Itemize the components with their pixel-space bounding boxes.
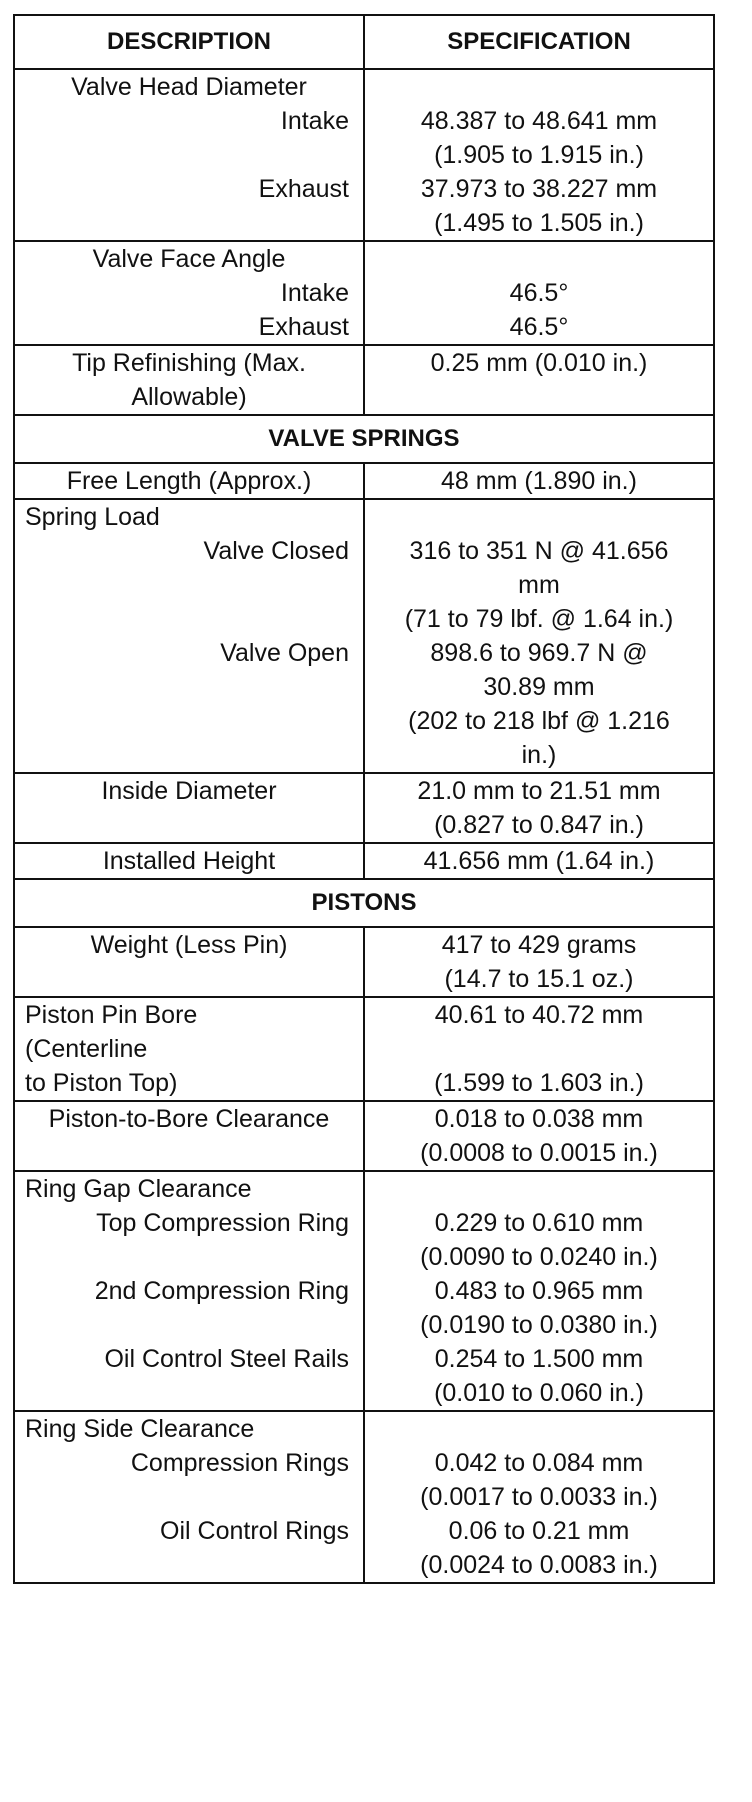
table-row (14, 1411, 714, 1583)
table-row (14, 843, 714, 879)
installed-height-desc (14, 843, 364, 879)
row-label: Valve Face Angle (92, 245, 286, 273)
spec-value: (0.0017 to 0.0033 in.) (420, 1483, 658, 1511)
sub-label: Valve Closed (203, 537, 349, 565)
pin-bore-spec (364, 997, 714, 1101)
ring-side-desc (14, 1411, 364, 1583)
inside-diameter-spec (364, 773, 714, 843)
valve-springs-title: VALVE SPRINGS (14, 415, 714, 463)
spec-value: (14.7 to 15.1 oz.) (444, 965, 634, 993)
spec-value: (0.010 to 0.060 in.) (434, 1379, 644, 1407)
ring-side-spec (364, 1411, 714, 1583)
spec-value: (0.0190 to 0.0380 in.) (420, 1311, 658, 1339)
valve-head-diameter-desc (14, 69, 364, 241)
section-row (14, 879, 714, 927)
row-label: Free Length (Approx.) (66, 467, 312, 495)
spec-value: 0.06 to 0.21 mm (448, 1517, 630, 1545)
sub-label: 2nd Compression Ring (94, 1277, 349, 1305)
spec-value: (1.495 to 1.505 in.) (434, 209, 644, 237)
spec-value: 0.042 to 0.084 mm (434, 1449, 644, 1477)
sub-label: Intake (280, 107, 349, 135)
spec-value: (0.0008 to 0.0015 in.) (420, 1139, 658, 1167)
table-row (14, 1101, 714, 1171)
tip-refinishing-spec (364, 345, 714, 415)
row-label: Ring Side Clearance (25, 1415, 255, 1443)
ring-gap-spec (364, 1171, 714, 1411)
row-label: (Centerline (25, 1035, 148, 1063)
section-row (14, 415, 714, 463)
row-label: Tip Refinishing (Max. (72, 349, 306, 377)
spec-value: 37.973 to 38.227 mm (420, 175, 658, 203)
table-row (14, 241, 714, 345)
table-row (14, 499, 714, 773)
spec-value: 0.483 to 0.965 mm (434, 1277, 644, 1305)
table-row (14, 997, 714, 1101)
row-label: Allowable) (131, 383, 247, 411)
inside-diameter-desc (14, 773, 364, 843)
spec-value: in.) (521, 741, 557, 769)
row-label: Valve Head Diameter (71, 73, 307, 101)
spec-value: 46.5° (509, 313, 569, 341)
spec-value: (202 to 218 lbf @ 1.216 (408, 707, 670, 735)
spec-value: 46.5° (509, 279, 569, 307)
valve-head-diameter-spec (364, 69, 714, 241)
spec-value: 0.229 to 0.610 mm (434, 1209, 644, 1237)
table-row (14, 345, 714, 415)
row-label: Piston-to-Bore Clearance (48, 1105, 330, 1133)
spec-value: mm (518, 571, 560, 599)
spec-value: (71 to 79 lbf. @ 1.64 in.) (404, 605, 674, 633)
spec-value: 48 mm (1.890 in.) (441, 467, 637, 495)
spec-value: 0.254 to 1.500 mm (434, 1345, 644, 1373)
spec-value: 0.018 to 0.038 mm (434, 1105, 644, 1133)
bore-clearance-spec (364, 1101, 714, 1171)
spring-load-spec (364, 499, 714, 773)
pistons-title: PISTONS (14, 879, 714, 927)
specification-header: SPECIFICATION (364, 15, 714, 69)
row-label: Weight (Less Pin) (90, 931, 288, 959)
spec-value: (0.827 to 0.847 in.) (434, 811, 644, 839)
row-label: to Piston Top) (25, 1069, 178, 1097)
spec-table (13, 14, 715, 1584)
free-length-spec (364, 463, 714, 499)
spec-value: 41.656 mm (1.64 in.) (423, 847, 655, 875)
spec-value: (1.599 to 1.603 in.) (434, 1069, 644, 1097)
installed-height-spec (364, 843, 714, 879)
spec-value: 30.89 mm (483, 673, 595, 701)
table-row (14, 69, 714, 241)
row-label: Piston Pin Bore (25, 1001, 198, 1029)
spec-value: (0.0090 to 0.0240 in.) (420, 1243, 658, 1271)
sub-label: Exhaust (258, 175, 349, 203)
pin-bore-desc (14, 997, 364, 1101)
row-label: Inside Diameter (101, 777, 277, 805)
valve-face-angle-spec (364, 241, 714, 345)
sub-label: Exhaust (258, 313, 349, 341)
sub-label: Top Compression Ring (96, 1209, 349, 1237)
spec-value: 316 to 351 N @ 41.656 (409, 537, 669, 565)
header-row (14, 15, 714, 69)
ring-gap-desc (14, 1171, 364, 1411)
spec-value: (0.0024 to 0.0083 in.) (420, 1551, 658, 1579)
weight-spec (364, 927, 714, 997)
spec-value: 48.387 to 48.641 mm (420, 107, 658, 135)
row-label: Installed Height (102, 847, 276, 875)
row-label: Spring Load (25, 503, 160, 531)
table-row (14, 1171, 714, 1411)
spec-value: (1.905 to 1.915 in.) (434, 141, 644, 169)
tip-refinishing-desc (14, 345, 364, 415)
spec-value: 40.61 to 40.72 mm (434, 1001, 644, 1029)
table-row (14, 927, 714, 997)
bore-clearance-desc (14, 1101, 364, 1171)
table-row (14, 463, 714, 499)
sub-label: Oil Control Steel Rails (104, 1345, 349, 1373)
spring-load-desc (14, 499, 364, 773)
sub-label: Compression Rings (130, 1449, 349, 1477)
description-header: DESCRIPTION (14, 15, 364, 69)
sub-label: Valve Open (220, 639, 349, 667)
table-row (14, 773, 714, 843)
weight-desc (14, 927, 364, 997)
sub-label: Oil Control Rings (160, 1517, 349, 1545)
spec-value: 898.6 to 969.7 N @ (430, 639, 648, 667)
spec-value: 21.0 mm to 21.51 mm (417, 777, 661, 805)
valve-face-angle-desc (14, 241, 364, 345)
sub-label: Intake (280, 279, 349, 307)
row-label: Ring Gap Clearance (25, 1175, 252, 1203)
free-length-desc (14, 463, 364, 499)
spec-value: 0.25 mm (0.010 in.) (430, 349, 648, 377)
spec-value: 417 to 429 grams (441, 931, 637, 959)
